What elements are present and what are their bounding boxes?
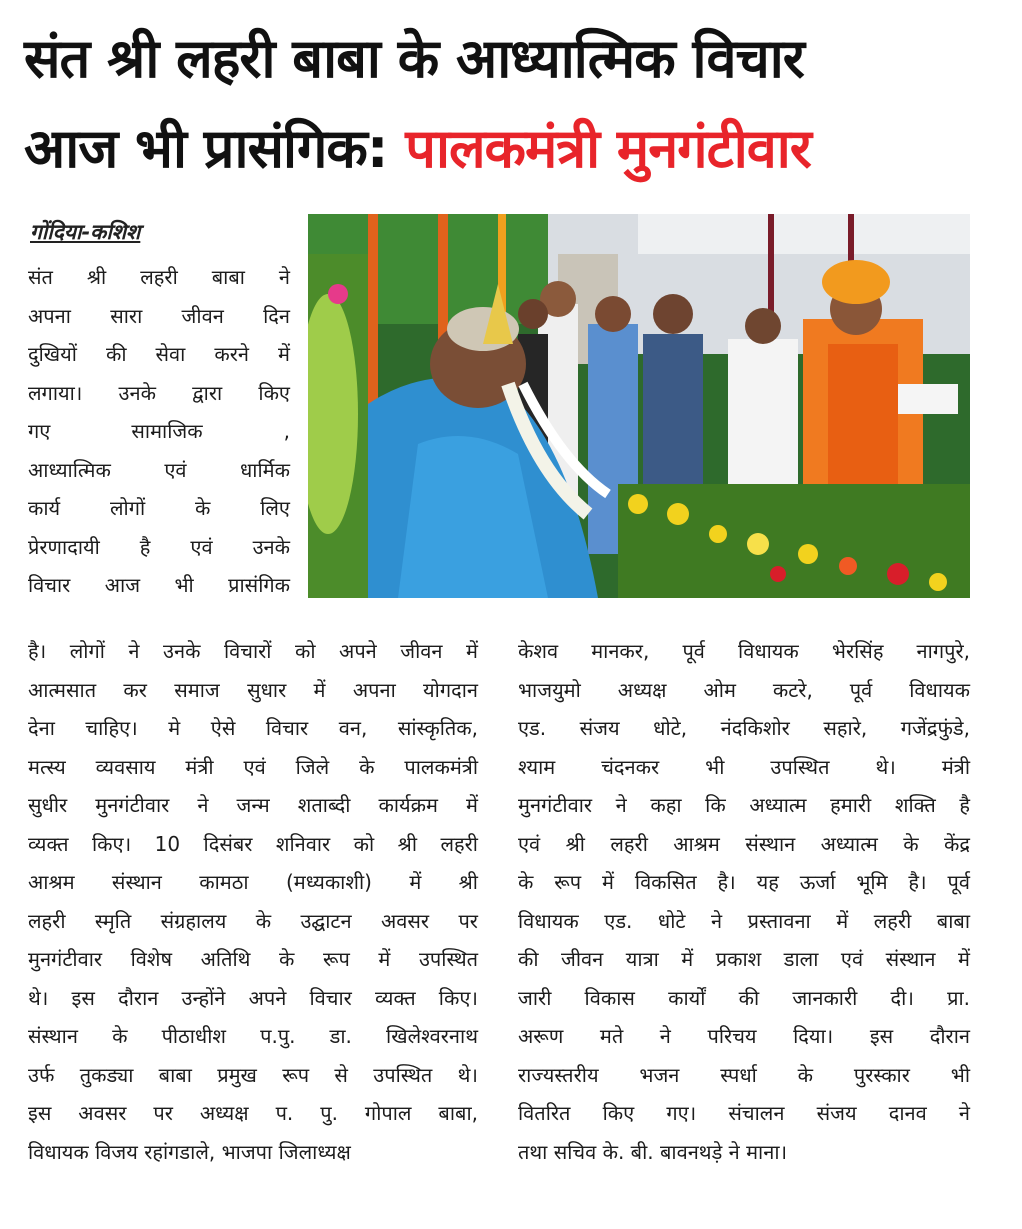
article-line: विधायक विजय रहांगडाले, भाजपा जिलाध्यक्ष [28, 1139, 351, 1164]
article-line: श्याम चंदनकर भी उपस्थित थे। मंत्री [518, 754, 970, 779]
article-line: के रूप में विकसित है। यह ऊर्जा भूमि है। पूर्व [518, 870, 970, 894]
headline-line-1: संत श्री लहरी बाबा के आध्यात्मिक विचार [24, 27, 804, 90]
dateline: गोंदिया-कशिश [30, 220, 141, 244]
article-line: तथा सचिव के. बी. बावनथड़े ने माना। [518, 1139, 788, 1164]
article-line: आत्मसात कर समाज सुधार में अपना योगदान [28, 677, 478, 702]
article-line: एड. संजय धोटे, नंदकिशोर सहारे, गजेंद्रफुंडे, [518, 716, 970, 740]
event-photo [308, 214, 970, 598]
article-line: गए सामाजिक , [28, 419, 290, 443]
article-line: कार्य लोगों के लिए [28, 496, 290, 520]
article-line: मुनगंटीवार ने कहा कि अध्यात्म हमारी शक्ति है [518, 793, 970, 817]
article-line: जारी विकास कार्यों की जानकारी दी। प्रा. [518, 985, 970, 1010]
article-line: दुखियों की सेवा करने में [28, 342, 290, 366]
article-line: मत्स्य व्यवसाय मंत्री एवं जिले के पालकमंत्री [28, 754, 478, 779]
article-line: लगाया। उनके द्वारा किए [28, 380, 290, 405]
article-line: विधायक एड. धोटे ने प्रस्तावना में लहरी बाबा [518, 908, 970, 933]
article-line: केशव मानकर, पूर्व विधायक भेरसिंह नागपुरे, [518, 639, 970, 663]
article-line: आश्रम संस्थान कामठा (मध्यकाशी) में श्री [28, 870, 478, 894]
article-line: मुनगंटीवार विशेष अतिथि के रूप में उपस्थित [28, 947, 478, 971]
article-line: राज्यस्तरीय भजन स्पर्धा के पुरस्कार भी [518, 1062, 970, 1087]
article-column-right [518, 632, 970, 1171]
headline [24, 14, 1004, 194]
headline-line-2 [24, 104, 1004, 194]
article-line: लहरी स्मृति संग्रहालय के उद्घाटन अवसर पर [28, 908, 478, 933]
article-line: वितरित किए गए। संचालन संजय दानव ने [518, 1101, 970, 1125]
article-line: व्यक्त किए। 10 दिसंबर शनिवार को श्री लहरी [28, 831, 478, 856]
article-line: है। लोगों ने उनके विचारों को अपने जीवन में [28, 639, 478, 663]
article-line: विचार आज भी प्रासंगिक [28, 573, 290, 597]
article-line: सुधीर मुनगंटीवार ने जन्म शताब्दी कार्यक्रम में [28, 793, 478, 817]
article-line: भाजयुमो अध्यक्ष ओम कटरे, पूर्व विधायक [518, 677, 970, 702]
article-column-left [28, 632, 478, 1171]
article-line: थे। इस दौरान उन्होंने अपने विचार व्यक्त किए। [28, 985, 478, 1010]
article-line: प्रेरणादायी है एवं उनके [28, 534, 290, 559]
article-line: उर्फ तुकड्या बाबा प्रमुख रूप से उपस्थित थे। [28, 1062, 478, 1087]
article-line: अपना सारा जीवन दिन [28, 303, 290, 328]
article-line: संत श्री लहरी बाबा ने [28, 265, 290, 289]
article-line: आध्यात्मिक एवं धार्मिक [28, 457, 290, 482]
article-line: अरूण मते ने परिचय दिया। इस दौरान [518, 1024, 970, 1048]
article-line: की जीवन यात्रा में प्रकाश डाला एवं संस्थान में [518, 947, 970, 971]
headline-line-2-black: आज भी प्रासंगिक: [24, 117, 388, 180]
headline-line-2-red: पालकमंत्री मुनगंटीवार [387, 117, 811, 180]
article-line: एवं श्री लहरी आश्रम संस्थान अध्यात्म के केंद्र [518, 831, 970, 856]
article-column-top [28, 258, 290, 605]
article-line: इस अवसर पर अध्यक्ष प. पु. गोपाल बाबा, [28, 1101, 478, 1125]
article-line: देना चाहिए। मे ऐसे विचार वन, सांस्कृतिक, [28, 716, 478, 740]
article-line: संस्थान के पीठाधीश प.पु. डा. खिलेश्वरनाथ [28, 1024, 478, 1048]
